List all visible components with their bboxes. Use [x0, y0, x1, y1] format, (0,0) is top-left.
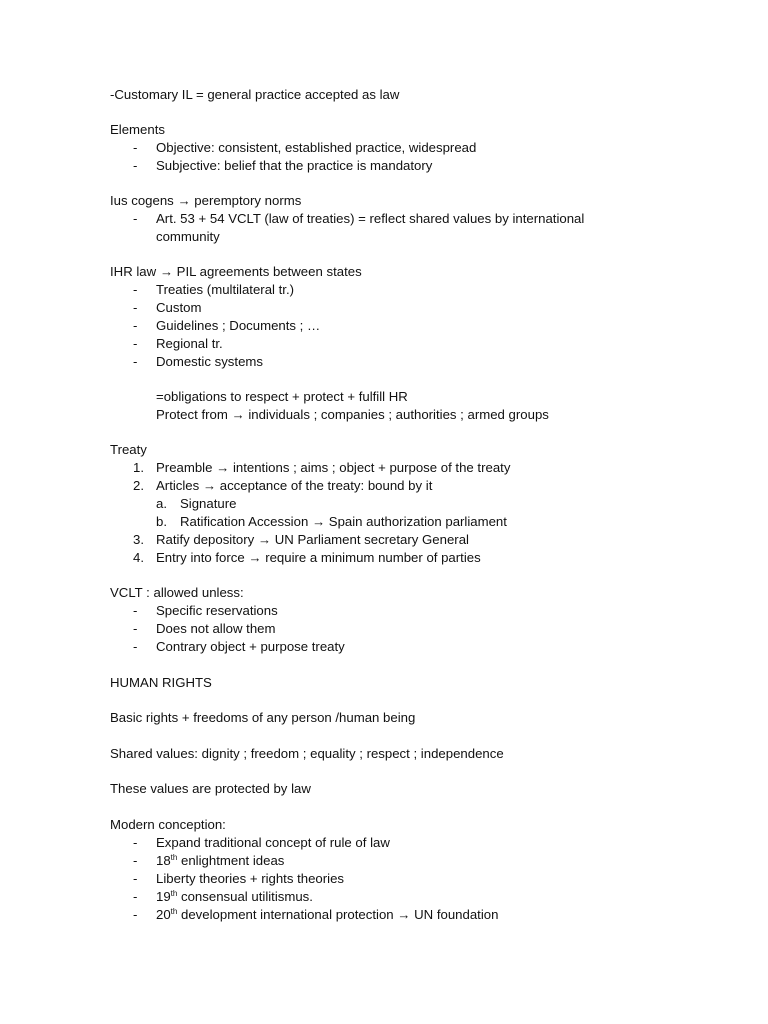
basic-rights-line: Basic rights + freedoms of any person /human being	[110, 710, 416, 725]
bullet-dash: -	[133, 907, 138, 922]
treaty-item-entry: Entry into force → require a minimum number of parties	[156, 550, 481, 565]
ihr-item-guidelines: Guidelines ; Documents ; …	[156, 318, 321, 333]
ius-cogens-continuation: community	[156, 229, 220, 244]
bullet-dash: -	[133, 211, 138, 226]
bullet-dash: -	[133, 354, 138, 369]
treaty-subitem-ratification: Ratification Accession → Spain authorization parliament	[180, 514, 507, 529]
ihr-item-regional: Regional tr.	[156, 336, 223, 351]
ordinal-suffix: th	[170, 889, 178, 898]
ordinal-suffix: th	[170, 907, 178, 916]
shared-values-line: Shared values: dignity ; freedom ; equality ; respect ; independence	[110, 746, 504, 761]
vclt-heading: VCLT : allowed unless:	[110, 585, 244, 600]
item-text: development international protection → UN foundation	[177, 907, 499, 922]
vclt-item-contrary: Contrary object + purpose treaty	[156, 639, 345, 654]
bullet-dash: -	[133, 871, 138, 886]
intro-line: -Customary IL = general practice accepted as law	[110, 87, 400, 102]
list-number: 3.	[133, 532, 144, 547]
treaty-subitem-signature: Signature	[180, 496, 237, 511]
modern-item-20th	[156, 906, 498, 924]
ihr-protect-from: Protect from → individuals ; companies ; authorities ; armed groups	[156, 407, 549, 422]
elements-heading: Elements	[110, 122, 165, 137]
elements-item-objective: Objective: consistent, established practice, widespread	[156, 140, 477, 155]
ihr-heading: IHR law → PIL agreements between states	[110, 264, 362, 279]
modern-item-18th	[156, 852, 284, 870]
item-text: consensual utilitismus.	[177, 889, 313, 904]
bullet-dash: -	[133, 318, 138, 333]
modern-item-expand: Expand traditional concept of rule of law	[156, 835, 390, 850]
ius-cogens-item: Art. 53 + 54 VCLT (law of treaties) = reflect shared values by international	[156, 211, 585, 226]
protected-line: These values are protected by law	[110, 781, 311, 796]
list-number: 2.	[133, 478, 144, 493]
bullet-dash: -	[133, 300, 138, 315]
bullet-dash: -	[133, 336, 138, 351]
vclt-item-not-allow: Does not allow them	[156, 621, 276, 636]
ordinal-suffix: th	[170, 853, 178, 862]
treaty-item-ratify: Ratify depository → UN Parliament secretary General	[156, 532, 469, 547]
bullet-dash: -	[133, 853, 138, 868]
modern-item-liberty: Liberty theories + rights theories	[156, 871, 345, 886]
modern-item-19th	[156, 888, 313, 906]
bullet-dash: -	[133, 889, 138, 904]
ihr-item-domestic: Domestic systems	[156, 354, 263, 369]
bullet-dash: -	[133, 621, 138, 636]
bullet-dash: -	[133, 282, 138, 297]
ordinal-number: 18	[156, 853, 171, 868]
list-letter: b.	[156, 514, 167, 529]
ordinal-number: 19	[156, 889, 171, 904]
bullet-dash: -	[133, 140, 138, 155]
bullet-dash: -	[133, 603, 138, 618]
human-rights-heading: HUMAN RIGHTS	[110, 675, 212, 690]
ihr-item-treaties: Treaties (multilateral tr.)	[156, 282, 295, 297]
ius-cogens-heading: Ius cogens → peremptory norms	[110, 193, 302, 208]
bullet-dash: -	[133, 158, 138, 173]
vclt-item-reservations: Specific reservations	[156, 603, 278, 618]
list-number: 1.	[133, 460, 144, 475]
bullet-dash: -	[133, 639, 138, 654]
ihr-obligations: =obligations to respect + protect + fulfill HR	[156, 389, 408, 404]
ordinal-number: 20	[156, 907, 171, 922]
modern-heading: Modern conception:	[110, 817, 226, 832]
item-text: enlightment ideas	[177, 853, 285, 868]
treaty-item-articles: Articles → acceptance of the treaty: bound by it	[156, 478, 433, 493]
bullet-dash: -	[133, 835, 138, 850]
treaty-heading: Treaty	[110, 442, 147, 457]
list-letter: a.	[156, 496, 167, 511]
treaty-item-preamble: Preamble → intentions ; aims ; object + purpose of the treaty	[156, 460, 511, 475]
list-number: 4.	[133, 550, 144, 565]
ihr-item-custom: Custom	[156, 300, 202, 315]
elements-item-subjective: Subjective: belief that the practice is mandatory	[156, 158, 433, 173]
